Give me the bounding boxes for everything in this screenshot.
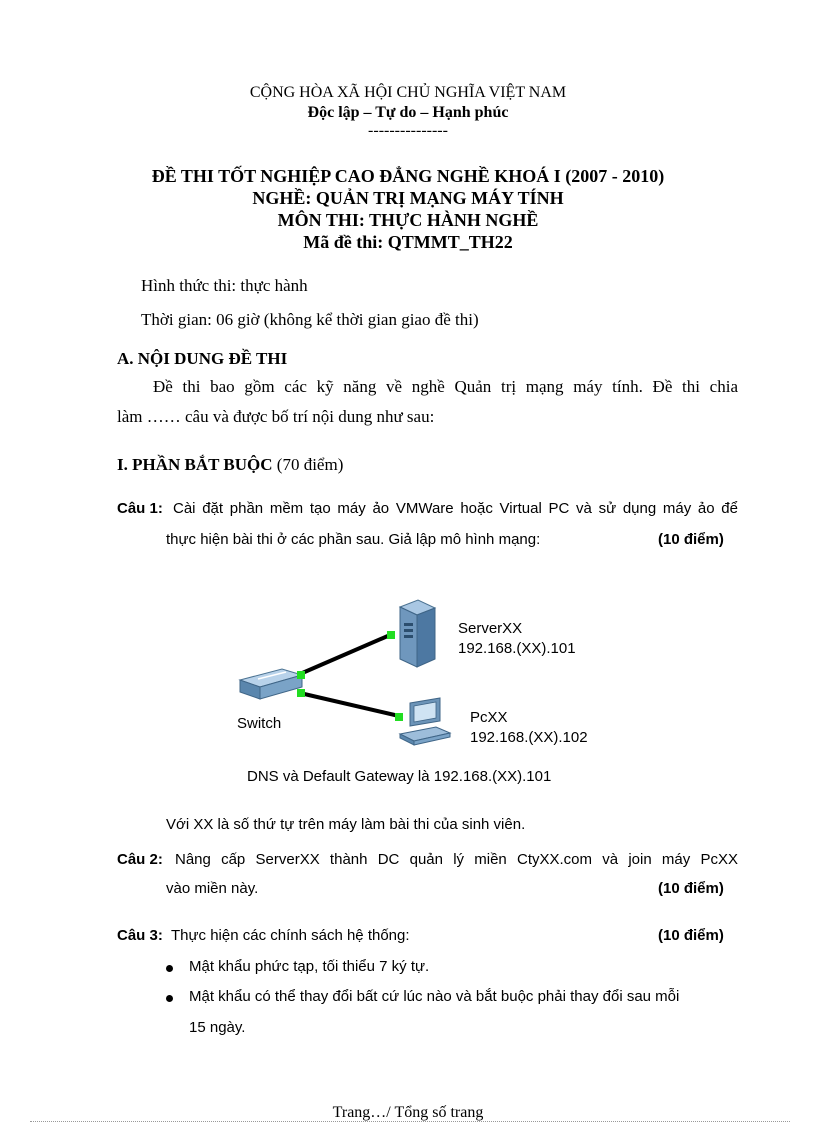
diagram-caption: DNS và Default Gateway là 192.168.(XX).101 <box>247 768 552 785</box>
server-name: ServerXX <box>458 620 523 637</box>
part1-heading: I. PHẦN BẮT BUỘC <box>117 455 273 474</box>
q3-bullet2-line1: Mật khẩu có thể thay đổi bất cứ lúc nào và bắt buộc phải thay đổi sau mỗi <box>189 988 680 1005</box>
motto: Độc lập – Tự do – Hạnh phúc <box>307 104 509 121</box>
server-ip: 192.168.(XX).101 <box>458 640 576 657</box>
q2-score: (10 điểm) <box>658 880 724 897</box>
link-switch-server <box>300 635 390 674</box>
q1-score: (10 điểm) <box>658 531 724 548</box>
link-switch-pc <box>300 693 399 716</box>
exam-form: Hình thức thi: thực hành <box>141 276 308 295</box>
exam-code: Mã đề thi: QTMMT_TH22 <box>303 232 513 252</box>
q3-label: Câu 3: <box>117 927 163 944</box>
page-footer: Trang…/ Tổng số trang <box>332 1104 484 1121</box>
footer-divider <box>30 1121 790 1122</box>
pc-icon <box>400 698 450 745</box>
xx-note: Với XX là số thứ tự trên máy làm bài thi của sinh viên. <box>166 816 526 833</box>
pc-ip: 192.168.(XX).102 <box>470 729 588 746</box>
bullet-icon <box>166 965 173 972</box>
exam-title: ĐỀ THI TỐT NGHIỆP CAO ĐẲNG NGHỀ KHOÁ I (2007 - 2010) <box>151 166 665 186</box>
q1-line1: Cài đặt phần mềm tạo máy ảo VMWare hoặc Virtual PC và sử dụng máy ảo để <box>173 500 738 517</box>
port-pc <box>395 713 403 721</box>
profession-title: NGHỀ: QUẢN TRỊ MẠNG MÁY TÍNH <box>252 188 564 208</box>
section-a-paragraph-line1: Đề thi bao gồm các kỹ năng về nghề Quản trị mạng máy tính. Đề thi chia <box>153 377 738 396</box>
part1-points: (70 điểm) <box>276 455 344 474</box>
q3-bullet1: Mật khẩu phức tạp, tối thiểu 7 ký tự. <box>189 958 430 975</box>
section-a-paragraph-line2: làm …… câu và được bố trí nội dung như sau: <box>117 407 435 426</box>
port-switch-pc <box>297 689 305 697</box>
q3-score: (10 điểm) <box>658 927 724 944</box>
subject-title: MÔN THI: THỰC HÀNH NGHỀ <box>277 210 539 230</box>
bullet-icon <box>166 995 173 1002</box>
q1-label: Câu 1: <box>117 500 163 517</box>
section-a-heading: A. NỘI DUNG ĐỀ THI <box>117 349 288 368</box>
q3-bullet2-line2: 15 ngày. <box>189 1019 246 1036</box>
switch-icon <box>240 669 302 699</box>
port-server <box>387 631 395 639</box>
q2-label: Câu 2: <box>117 851 163 868</box>
server-icon <box>400 600 435 667</box>
switch-label: Switch <box>237 715 282 732</box>
nation-header: CỘNG HÒA XÃ HỘI CHỦ NGHĨA VIỆT NAM <box>249 84 567 101</box>
exam-time: Thời gian: 06 giờ (không kể thời gian giao đề thi) <box>141 310 479 329</box>
q3-intro: Thực hiện các chính sách hệ thống: <box>171 927 410 944</box>
part1-heading-row <box>117 455 343 475</box>
port-switch-server <box>297 671 305 679</box>
q2-line1: Nâng cấp ServerXX thành DC quản lý miền CtyXX.com và join máy PcXX <box>175 851 738 868</box>
q1-line2: thực hiện bài thi ở các phần sau. Giả lập mô hình mạng: <box>166 531 541 548</box>
pc-name: PcXX <box>470 709 508 726</box>
header-divider: --------------- <box>368 122 448 139</box>
q2-line2: vào miền này. <box>166 880 259 897</box>
